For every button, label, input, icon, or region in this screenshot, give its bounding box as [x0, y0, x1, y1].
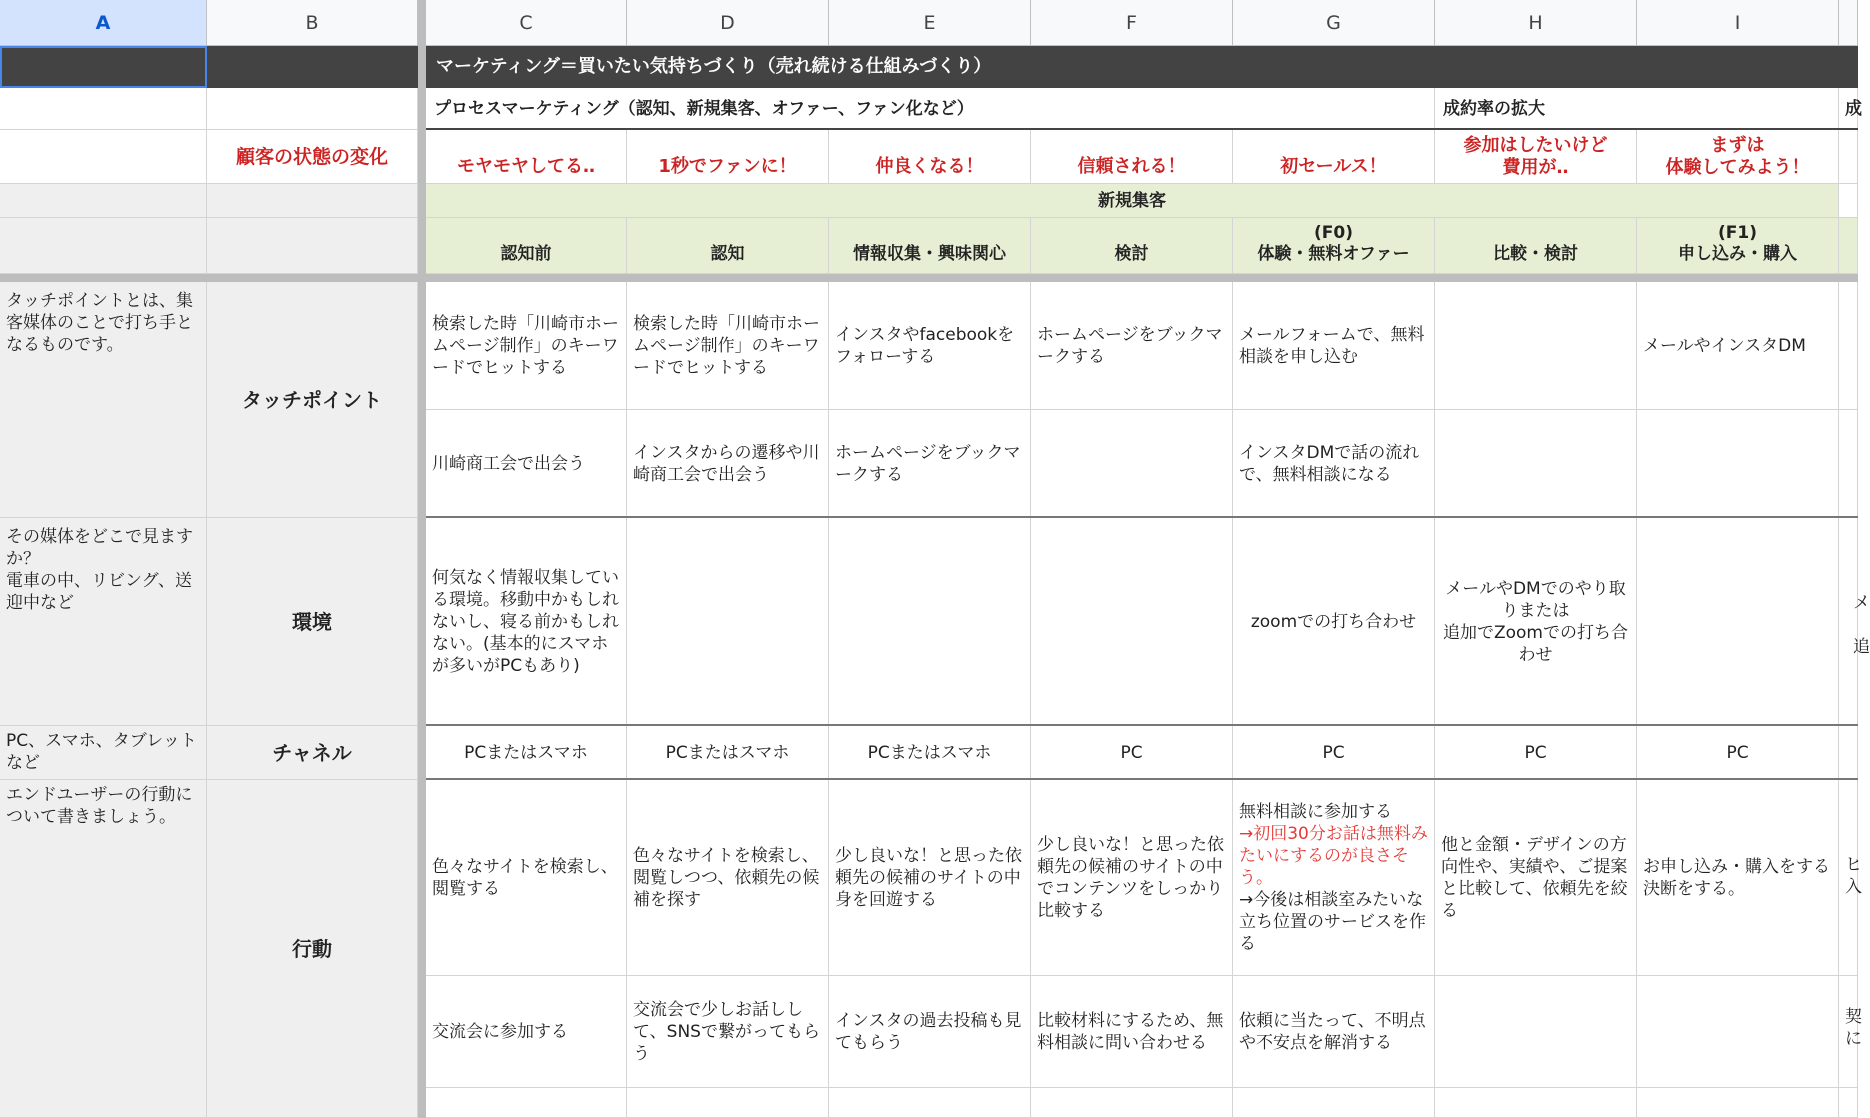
selected-cell-a1[interactable] [0, 46, 207, 88]
touch-r2-c[interactable]: 川崎商工会で出会う [426, 410, 627, 518]
state-i[interactable]: まずは 体験してみよう！ [1637, 130, 1839, 184]
touch-r1-c[interactable]: 検索した時「川崎市ホームページ制作」のキーワードでヒットする [426, 282, 627, 410]
stage-i[interactable]: (F1) 申し込み・購入 [1637, 218, 1839, 274]
action-r1-h[interactable]: 他と金額・デザインの方向性や、実績や、ご提案と比較して、依頼先を絞る [1435, 780, 1637, 976]
stage-h[interactable]: 比較・検討 [1435, 218, 1637, 274]
column-header-b[interactable]: B [207, 0, 418, 46]
channel-h[interactable]: PC [1435, 726, 1637, 780]
touch-r1-j[interactable] [1839, 282, 1858, 410]
env-i[interactable] [1637, 518, 1839, 726]
action-r1-j-text-2: 入 [1845, 877, 1862, 897]
cut-header-j[interactable]: 成 [1839, 88, 1858, 130]
touch-r1-e[interactable]: インスタやfacebookをフォローする [829, 282, 1031, 410]
channel-c[interactable]: PCまたはスマホ [426, 726, 627, 780]
action-r1-j[interactable] [1839, 780, 1862, 976]
touch-r2-g[interactable]: インスタDMで話の流れで、無料相談になる [1233, 410, 1435, 518]
state-d[interactable]: 1秒でファンに！ [627, 130, 829, 184]
channel-e[interactable]: PCまたはスマホ [829, 726, 1031, 780]
action-r1-i[interactable]: お申し込み・購入をする決断をする。 [1637, 780, 1839, 976]
column-header-a[interactable]: A [0, 0, 207, 46]
state-h[interactable]: 参加はしたいけど 費用が‥ [1435, 130, 1637, 184]
env-e[interactable] [829, 518, 1031, 726]
touch-r2-h[interactable] [1435, 410, 1637, 518]
env-j-text-2: 追 [1853, 637, 1870, 657]
column-header-g[interactable]: G [1233, 0, 1435, 46]
touch-r1-g[interactable]: メールフォームで、無料相談を申し込む [1233, 282, 1435, 410]
action-r2-e[interactable]: インスタの過去投稿も見てもらう [829, 976, 1031, 1088]
action-r1-g-line1: 無料相談に参加する [1239, 801, 1392, 822]
action-r1-f[interactable]: 少し良いな！と思った依頼先の候補のサイトの中でコンテンツをしっかり比較する [1031, 780, 1233, 976]
empty-f[interactable] [1031, 1088, 1233, 1118]
cell-a4[interactable] [0, 184, 207, 218]
cell-a2[interactable] [0, 88, 207, 130]
channel-label[interactable]: チャネル [207, 726, 418, 780]
channel-i[interactable]: PC [1637, 726, 1839, 780]
touch-desc[interactable]: タッチポイントとは、集客媒体のことで打ち手となるものです。 [0, 282, 207, 518]
column-header-i[interactable]: I [1637, 0, 1839, 46]
empty-g[interactable] [1233, 1088, 1435, 1118]
empty-e[interactable] [829, 1088, 1031, 1118]
column-header-c[interactable]: C [426, 0, 627, 46]
empty-i[interactable] [1637, 1088, 1839, 1118]
action-r2-i[interactable] [1637, 976, 1839, 1088]
cell-a5[interactable] [0, 218, 207, 274]
env-j[interactable] [1839, 518, 1870, 726]
action-r1-g-line3: →今後は相談室みたいな立ち位置のサービスを作る [1239, 889, 1426, 954]
action-r1-d[interactable]: 色々なサイトを検索し、閲覧しつつ、依頼先の候補を探す [627, 780, 829, 976]
empty-j[interactable] [1839, 1088, 1858, 1118]
cell-b2[interactable] [207, 88, 418, 130]
column-header-d[interactable]: D [627, 0, 829, 46]
state-c[interactable]: モヤモヤしてる‥ [426, 130, 627, 184]
action-r2-c[interactable]: 交流会に参加する [426, 976, 627, 1088]
action-desc[interactable]: エンドユーザーの行動について書きましょう。 [0, 780, 207, 1118]
touch-r1-h[interactable] [1435, 282, 1637, 410]
cell-a3[interactable] [0, 130, 207, 184]
action-r1-c[interactable]: 色々なサイトを検索し、閲覧する [426, 780, 627, 976]
touch-r1-f[interactable]: ホームページをブックマークする [1031, 282, 1233, 410]
action-r1-j-text-1: ヒ [1845, 855, 1862, 875]
action-r2-g[interactable]: 依頼に当たって、不明点や不安点を解消する [1233, 976, 1435, 1088]
frozen-row-divider[interactable] [0, 274, 1858, 282]
touch-r1-d[interactable]: 検索した時「川崎市ホームページ制作」のキーワードでヒットする [627, 282, 829, 410]
action-r1-e[interactable]: 少し良いな！と思った依頼先の候補のサイトの中身を回遊する [829, 780, 1031, 976]
empty-d[interactable] [627, 1088, 829, 1118]
stage-e[interactable]: 情報収集・興味関心 [829, 218, 1031, 274]
marketing-banner[interactable]: マーケティング＝買いたい気持ちづくり（売れ続ける仕組みづくり） [426, 46, 1858, 88]
channel-f[interactable]: PC [1031, 726, 1233, 780]
conversion-header[interactable]: 成約率の拡大 [1435, 88, 1839, 130]
customer-state-label[interactable]: 顧客の状態の変化 [207, 130, 418, 184]
action-r2-h[interactable] [1435, 976, 1637, 1088]
env-j-text-1: メ [1853, 593, 1870, 613]
action-r1-g-note-red: →初回30分お話は無料みたいにするのが良さそう。 [1239, 823, 1428, 888]
stage-g[interactable]: (F0) 体験・無料オファー [1233, 218, 1435, 274]
cell-b5[interactable] [207, 218, 418, 274]
channel-desc[interactable]: PC、スマホ、タブレットなど [0, 726, 207, 780]
new-customer-header[interactable]: 新規集客 [426, 184, 1839, 218]
channel-d[interactable]: PCまたはスマホ [627, 726, 829, 780]
channel-j[interactable] [1839, 726, 1858, 780]
cell-j4[interactable] [1839, 184, 1858, 218]
touch-r2-f[interactable] [1031, 410, 1233, 518]
touch-r2-e[interactable]: ホームページをブックマークする [829, 410, 1031, 518]
cell-j3[interactable] [1839, 130, 1858, 184]
state-f[interactable]: 信頼される！ [1031, 130, 1233, 184]
touch-r2-d[interactable]: インスタからの遷移や川崎商工会で出会う [627, 410, 829, 518]
column-header-j[interactable] [1839, 0, 1858, 46]
stage-c[interactable]: 認知前 [426, 218, 627, 274]
touch-r2-i[interactable] [1637, 410, 1839, 518]
column-header-h[interactable]: H [1435, 0, 1637, 46]
action-r2-j-text-1: 契 [1845, 1007, 1862, 1027]
frozen-column-divider[interactable] [418, 0, 426, 1118]
stage-d[interactable]: 認知 [627, 218, 829, 274]
env-d[interactable] [627, 518, 829, 726]
action-label[interactable]: 行動 [207, 780, 418, 1118]
empty-c[interactable] [426, 1088, 627, 1118]
action-r2-d[interactable]: 交流会で少しお話しして、SNSで繋がってもらう [627, 976, 829, 1088]
action-r2-j[interactable] [1839, 976, 1862, 1088]
empty-h[interactable] [1435, 1088, 1637, 1118]
touch-r2-j[interactable] [1839, 410, 1858, 518]
column-header-e[interactable]: E [829, 0, 1031, 46]
touch-label[interactable]: タッチポイント [207, 282, 418, 518]
action-r1-g[interactable] [1233, 780, 1435, 976]
env-desc[interactable]: その媒体をどこで見ますか？ 電車の中、リビング、送迎中など [0, 518, 207, 726]
cell-b4[interactable] [207, 184, 418, 218]
env-c[interactable]: 何気なく情報収集している環境。移動中かもしれないし、寝る前かもしれない。(基本的にスマホが多いがPCもあり) [426, 518, 627, 726]
channel-g[interactable]: PC [1233, 726, 1435, 780]
process-marketing-header[interactable]: プロセスマーケティング（認知、新規集客、オファー、ファン化など） [426, 88, 1435, 130]
stage-f[interactable]: 検討 [1031, 218, 1233, 274]
env-label[interactable]: 環境 [207, 518, 418, 726]
action-r2-f[interactable]: 比較材料にするため、無料相談に問い合わせる [1031, 976, 1233, 1088]
env-f[interactable] [1031, 518, 1233, 726]
state-e[interactable]: 仲良くなる！ [829, 130, 1031, 184]
touch-r1-i[interactable]: メールやインスタDM [1637, 282, 1839, 410]
env-g[interactable]: zoomでの打ち合わせ [1233, 518, 1435, 726]
state-g[interactable]: 初セールス！ [1233, 130, 1435, 184]
action-r2-j-text-2: に [1845, 1029, 1862, 1049]
env-h[interactable]: メールやDMでのやり取りまたは 追加でZoomでの打ち合わせ [1435, 518, 1637, 726]
column-header-f[interactable]: F [1031, 0, 1233, 46]
cell-b1[interactable] [207, 46, 418, 88]
cell-j5[interactable] [1839, 218, 1858, 274]
action-r1-g-text [1239, 801, 1428, 955]
